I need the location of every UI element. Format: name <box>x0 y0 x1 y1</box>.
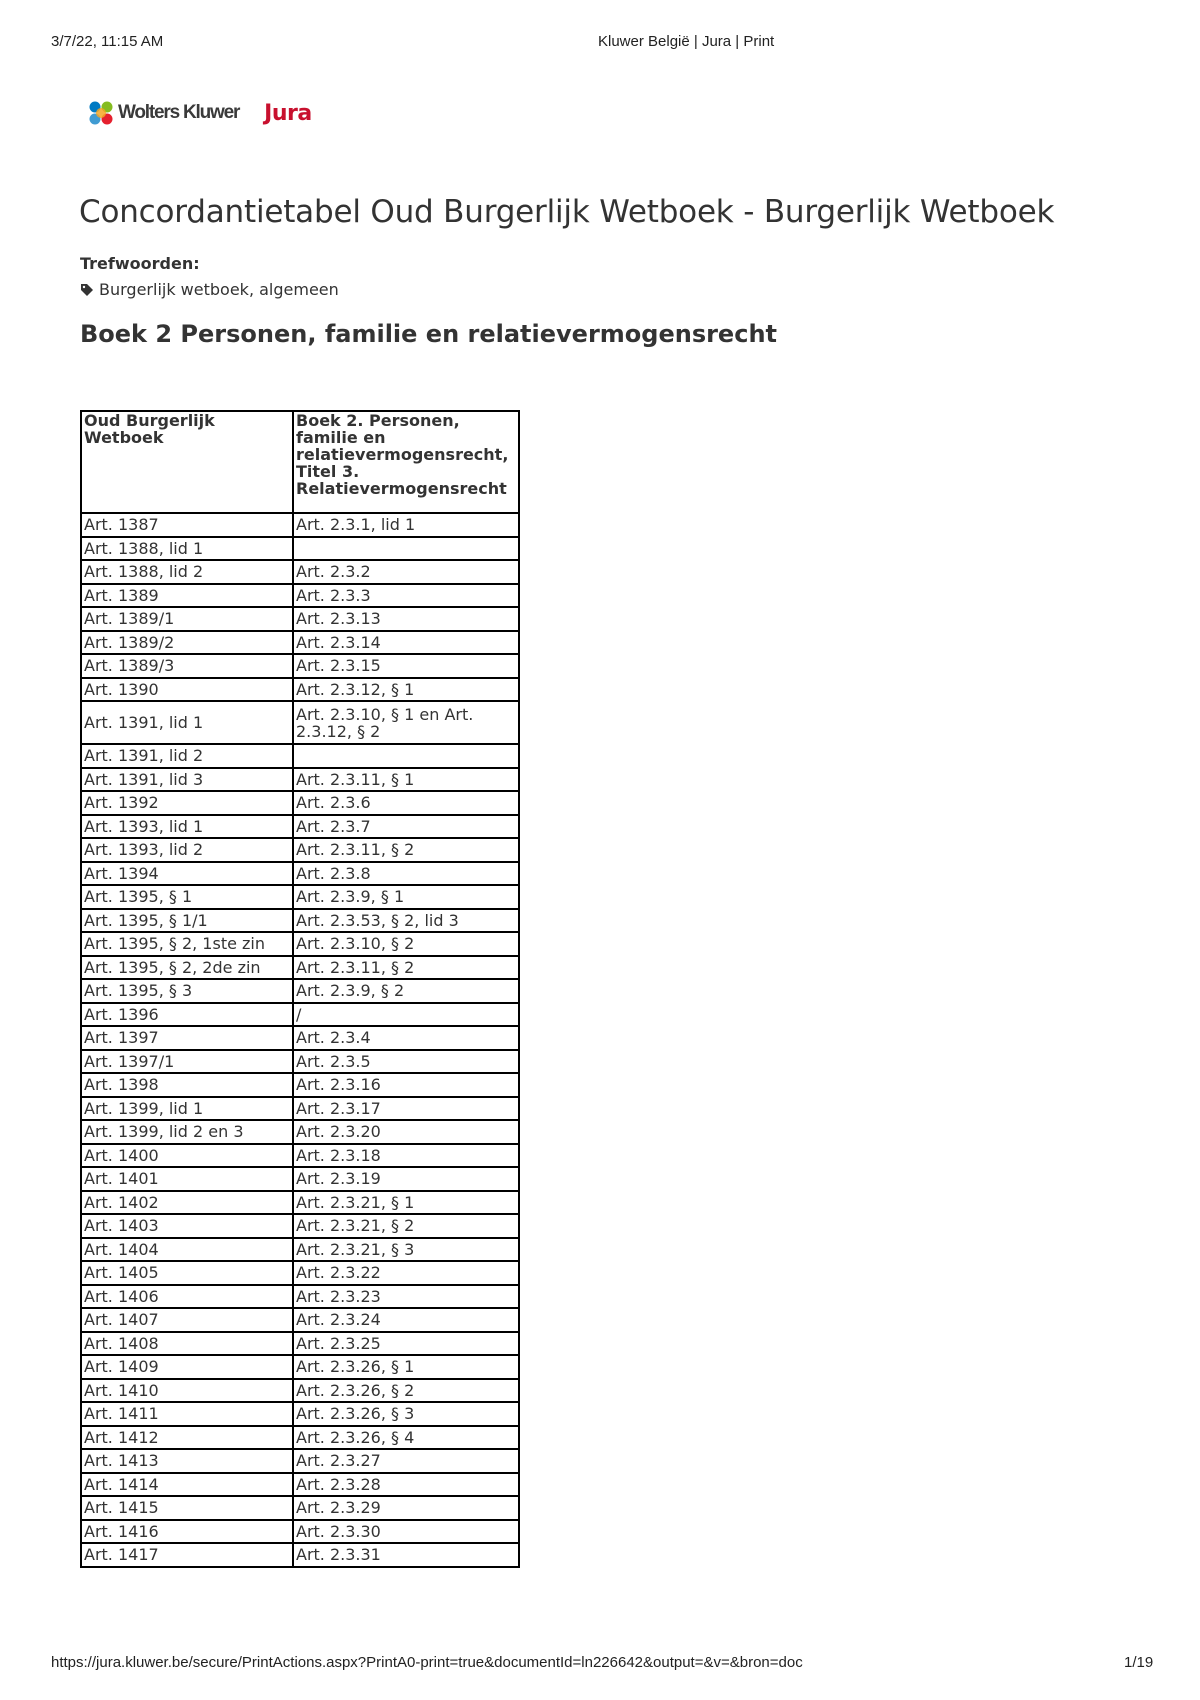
new-article-cell: Art. 2.3.10, § 1 en Art. 2.3.12, § 2 <box>293 701 519 744</box>
wolters-kluwer-logo-icon <box>87 99 115 127</box>
new-article-cell: Art. 2.3.25 <box>293 1332 519 1356</box>
old-article-cell: Art. 1395, § 1 <box>81 885 293 909</box>
old-article-cell: Art. 1389 <box>81 584 293 608</box>
old-article-cell: Art. 1397 <box>81 1026 293 1050</box>
new-article-cell: Art. 2.3.1, lid 1 <box>293 513 519 537</box>
new-article-cell: Art. 2.3.2 <box>293 560 519 584</box>
new-article-cell: Art. 2.3.16 <box>293 1073 519 1097</box>
tag-icon <box>80 283 94 297</box>
print-url: https://jura.kluwer.be/secure/PrintActions.aspx?PrintA0-print=true&documentId=ln226642&output=&v=&bron=doc <box>51 1654 803 1671</box>
old-article-cell: Art. 1391, lid 1 <box>81 701 293 744</box>
new-article-cell: Art. 2.3.30 <box>293 1520 519 1544</box>
new-article-cell: Art. 2.3.31 <box>293 1543 519 1567</box>
keywords-label: Trefwoorden: <box>80 254 200 273</box>
table-row <box>81 560 519 584</box>
old-article-cell: Art. 1395, § 1/1 <box>81 909 293 933</box>
new-article-cell: Art. 2.3.29 <box>293 1496 519 1520</box>
table-row <box>81 1191 519 1215</box>
concordance-table <box>80 410 520 1568</box>
old-article-cell: Art. 1408 <box>81 1332 293 1356</box>
table-row <box>81 1214 519 1238</box>
table-row <box>81 654 519 678</box>
old-article-cell: Art. 1404 <box>81 1238 293 1262</box>
new-article-cell: Art. 2.3.4 <box>293 1026 519 1050</box>
table-row <box>81 1332 519 1356</box>
old-article-cell: Art. 1388, lid 1 <box>81 537 293 561</box>
new-article-cell: Art. 2.3.26, § 1 <box>293 1355 519 1379</box>
old-article-cell: Art. 1407 <box>81 1308 293 1332</box>
section-title: Boek 2 Personen, familie en relatievermogensrecht <box>80 320 777 348</box>
new-article-cell: Art. 2.3.19 <box>293 1167 519 1191</box>
old-article-cell: Art. 1416 <box>81 1520 293 1544</box>
table-row <box>81 1144 519 1168</box>
table-row <box>81 979 519 1003</box>
new-article-cell: Art. 2.3.11, § 2 <box>293 956 519 980</box>
new-article-cell: Art. 2.3.9, § 1 <box>293 885 519 909</box>
old-article-cell: Art. 1388, lid 2 <box>81 560 293 584</box>
new-article-cell: / <box>293 1003 519 1027</box>
old-article-cell: Art. 1413 <box>81 1449 293 1473</box>
old-article-cell: Art. 1393, lid 1 <box>81 815 293 839</box>
old-article-cell: Art. 1410 <box>81 1379 293 1403</box>
table-row <box>81 1285 519 1309</box>
old-article-cell: Art. 1417 <box>81 1543 293 1567</box>
old-article-cell: Art. 1398 <box>81 1073 293 1097</box>
logo <box>87 96 312 130</box>
old-article-cell: Art. 1406 <box>81 1285 293 1309</box>
keyword-label: Burgerlijk wetboek, algemeen <box>99 280 339 299</box>
old-article-cell: Art. 1414 <box>81 1473 293 1497</box>
old-article-cell: Art. 1399, lid 2 en 3 <box>81 1120 293 1144</box>
column-header-old-code: Oud Burgerlijk Wetboek <box>81 411 293 513</box>
table-row <box>81 862 519 886</box>
document-title: Concordantietabel Oud Burgerlijk Wetboek - Burgerlijk Wetboek <box>79 194 1055 230</box>
column-header-new-code: Boek 2. Personen, familie en relatievermogensrecht, Titel 3. Relatievermogensrecht <box>293 411 519 513</box>
page-number: 1/19 <box>1124 1654 1154 1671</box>
old-article-cell: Art. 1402 <box>81 1191 293 1215</box>
old-article-cell: Art. 1389/1 <box>81 607 293 631</box>
old-article-cell: Art. 1415 <box>81 1496 293 1520</box>
new-article-cell: Art. 2.3.6 <box>293 791 519 815</box>
new-article-cell: Art. 2.3.27 <box>293 1449 519 1473</box>
table-row <box>81 631 519 655</box>
new-article-cell: Art. 2.3.15 <box>293 654 519 678</box>
old-article-cell: Art. 1405 <box>81 1261 293 1285</box>
new-article-cell: Art. 2.3.26, § 2 <box>293 1379 519 1403</box>
old-article-cell: Art. 1400 <box>81 1144 293 1168</box>
old-article-cell: Art. 1389/2 <box>81 631 293 655</box>
new-article-cell <box>293 744 519 768</box>
table-row <box>81 537 519 561</box>
table-row <box>81 791 519 815</box>
table-row <box>81 885 519 909</box>
old-article-cell: Art. 1395, § 2, 2de zin <box>81 956 293 980</box>
table-row <box>81 909 519 933</box>
old-article-cell: Art. 1392 <box>81 791 293 815</box>
table-row <box>81 1543 519 1567</box>
table-row <box>81 932 519 956</box>
table-row <box>81 1073 519 1097</box>
table-row <box>81 1308 519 1332</box>
new-article-cell: Art. 2.3.10, § 2 <box>293 932 519 956</box>
new-article-cell: Art. 2.3.3 <box>293 584 519 608</box>
new-article-cell: Art. 2.3.9, § 2 <box>293 979 519 1003</box>
table-body <box>81 513 519 1567</box>
table-row <box>81 815 519 839</box>
print-datetime: 3/7/22, 11:15 AM <box>51 33 164 50</box>
old-article-cell: Art. 1389/3 <box>81 654 293 678</box>
table-row <box>81 1261 519 1285</box>
new-article-cell: Art. 2.3.21, § 1 <box>293 1191 519 1215</box>
table-row <box>81 1426 519 1450</box>
new-article-cell: Art. 2.3.12, § 1 <box>293 678 519 702</box>
new-article-cell: Art. 2.3.18 <box>293 1144 519 1168</box>
old-article-cell: Art. 1412 <box>81 1426 293 1450</box>
old-article-cell: Art. 1399, lid 1 <box>81 1097 293 1121</box>
table-row <box>81 1238 519 1262</box>
old-article-cell: Art. 1391, lid 3 <box>81 768 293 792</box>
logo-product: Jura <box>264 100 312 126</box>
table-header-row <box>81 411 519 513</box>
table-row <box>81 1120 519 1144</box>
new-article-cell: Art. 2.3.11, § 1 <box>293 768 519 792</box>
table-row <box>81 678 519 702</box>
old-article-cell: Art. 1394 <box>81 862 293 886</box>
table-row <box>81 1050 519 1074</box>
old-article-cell: Art. 1390 <box>81 678 293 702</box>
table-row <box>81 1402 519 1426</box>
table-row <box>81 1449 519 1473</box>
old-article-cell: Art. 1409 <box>81 1355 293 1379</box>
new-article-cell: Art. 2.3.24 <box>293 1308 519 1332</box>
old-article-cell: Art. 1411 <box>81 1402 293 1426</box>
table-row <box>81 1167 519 1191</box>
old-article-cell: Art. 1395, § 3 <box>81 979 293 1003</box>
new-article-cell: Art. 2.3.22 <box>293 1261 519 1285</box>
old-article-cell: Art. 1395, § 2, 1ste zin <box>81 932 293 956</box>
new-article-cell: Art. 2.3.11, § 2 <box>293 838 519 862</box>
old-article-cell: Art. 1401 <box>81 1167 293 1191</box>
table-row <box>81 1355 519 1379</box>
table-row <box>81 1026 519 1050</box>
new-article-cell: Art. 2.3.23 <box>293 1285 519 1309</box>
new-article-cell: Art. 2.3.7 <box>293 815 519 839</box>
new-article-cell: Art. 2.3.14 <box>293 631 519 655</box>
logo-brand: Wolters Kluwer <box>118 102 240 123</box>
print-header <box>0 33 1200 53</box>
new-article-cell <box>293 537 519 561</box>
print-page-title: Kluwer België | Jura | Print <box>598 33 775 50</box>
new-article-cell: Art. 2.3.5 <box>293 1050 519 1074</box>
new-article-cell: Art. 2.3.28 <box>293 1473 519 1497</box>
table-row <box>81 1379 519 1403</box>
new-article-cell: Art. 2.3.26, § 4 <box>293 1426 519 1450</box>
table-row <box>81 607 519 631</box>
old-article-cell: Art. 1391, lid 2 <box>81 744 293 768</box>
table-row <box>81 1496 519 1520</box>
table-row <box>81 838 519 862</box>
table-row <box>81 956 519 980</box>
table-row <box>81 584 519 608</box>
old-article-cell: Art. 1397/1 <box>81 1050 293 1074</box>
table-row <box>81 1473 519 1497</box>
new-article-cell: Art. 2.3.13 <box>293 607 519 631</box>
table-row <box>81 701 519 744</box>
old-article-cell: Art. 1396 <box>81 1003 293 1027</box>
table-row <box>81 768 519 792</box>
keyword-item[interactable] <box>80 280 339 299</box>
new-article-cell: Art. 2.3.53, § 2, lid 3 <box>293 909 519 933</box>
table-row <box>81 1520 519 1544</box>
table-row <box>81 1003 519 1027</box>
old-article-cell: Art. 1387 <box>81 513 293 537</box>
old-article-cell: Art. 1393, lid 2 <box>81 838 293 862</box>
new-article-cell: Art. 2.3.8 <box>293 862 519 886</box>
new-article-cell: Art. 2.3.17 <box>293 1097 519 1121</box>
table-row <box>81 513 519 537</box>
new-article-cell: Art. 2.3.21, § 3 <box>293 1238 519 1262</box>
table-row <box>81 744 519 768</box>
new-article-cell: Art. 2.3.26, § 3 <box>293 1402 519 1426</box>
new-article-cell: Art. 2.3.21, § 2 <box>293 1214 519 1238</box>
table-row <box>81 1097 519 1121</box>
old-article-cell: Art. 1403 <box>81 1214 293 1238</box>
new-article-cell: Art. 2.3.20 <box>293 1120 519 1144</box>
